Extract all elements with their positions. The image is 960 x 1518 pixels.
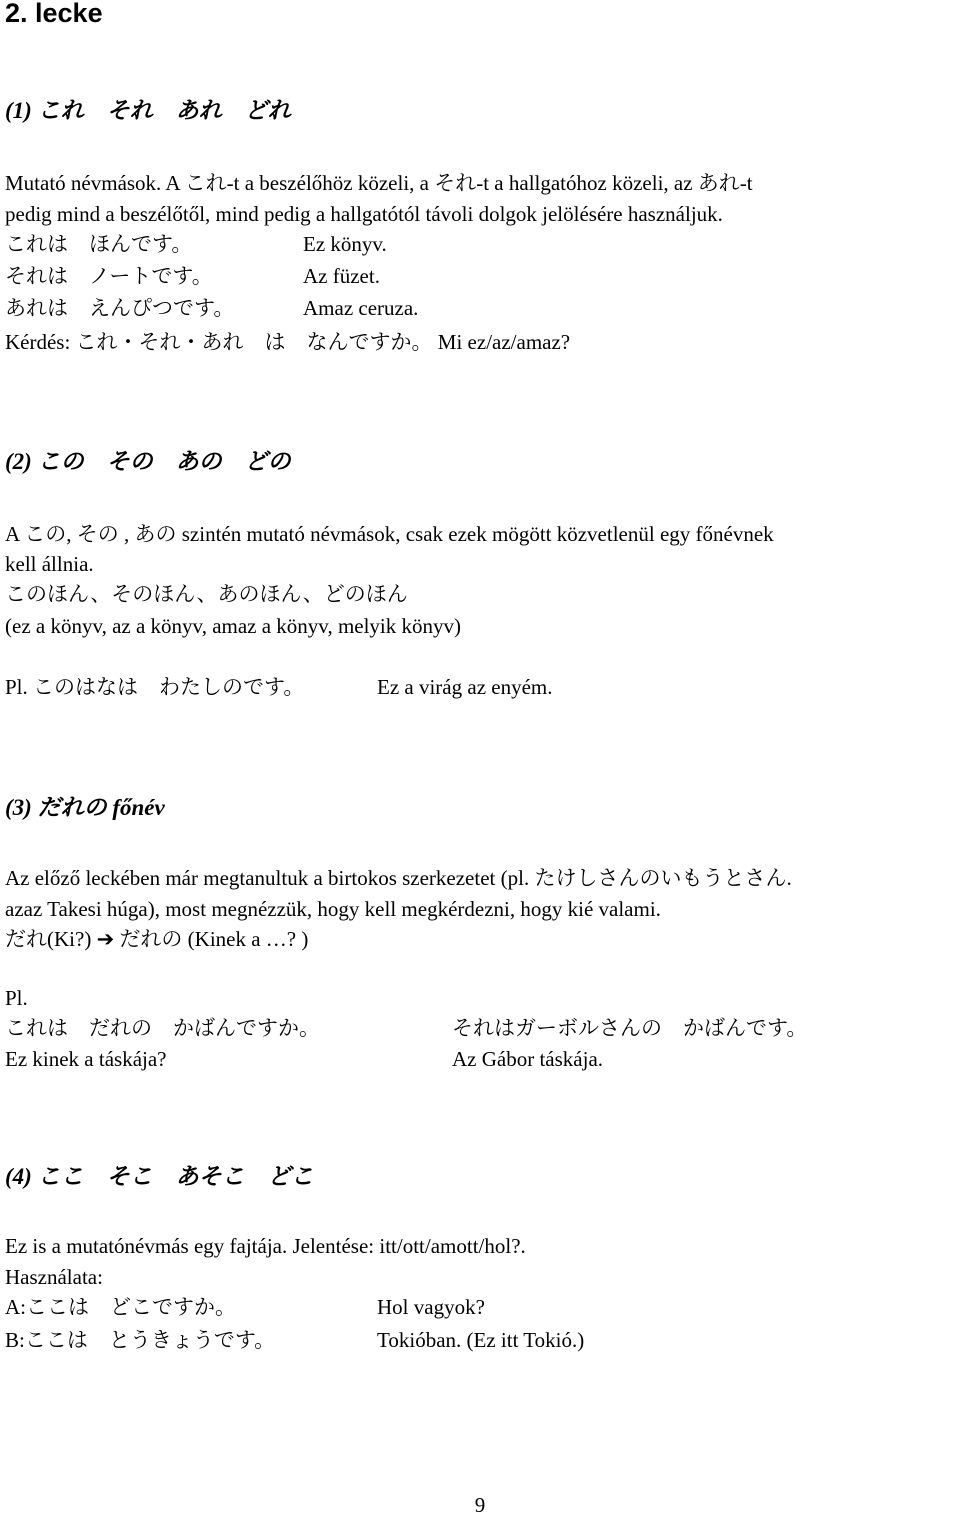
section-2-translation-list: (ez a könyv, az a könyv, amaz a könyv, melyik könyv) (5, 614, 462, 638)
question-japanese: これは だれの かばんですか。 (5, 1016, 320, 1040)
example-1-japanese: これは ほんです。 (5, 232, 193, 256)
dialog-line-a-japanese: A:ここは どこですか。 (5, 1295, 236, 1319)
formula-right: だれの (Kinek a …? ) (119, 927, 309, 951)
formula-left: だれ(Ki?) (5, 927, 92, 951)
section-2-heading: (2) この その あの どの (5, 449, 291, 474)
section-4-heading: (4) ここ そこ あそこ どこ (5, 1164, 314, 1189)
page-number: 9 (474, 1493, 486, 1517)
section-1-question: Kérdés: これ・それ・あれ は なんですか。 Mi ez/az/amaz? (5, 330, 571, 354)
section-4-intro: Ez is a mutatónévmás egy fajtája. Jelentése: itt/ott/amott/hol?. (5, 1234, 526, 1258)
section-1-intro-line-2: pedig mind a beszélőtől, mind pedig a hallgatótól távoli dolgok jelölésére használjuk. (5, 202, 723, 226)
example-3-translation: Amaz ceruza. (303, 296, 419, 320)
example-2-translation: Az füzet. (303, 264, 380, 288)
example-1-translation: Ez könyv. (303, 232, 387, 256)
dialog-line-b-japanese: B:ここは とうきょうです。 (5, 1328, 276, 1352)
section-3-intro-line-1: Az előző leckében már megtanultuk a birtokos szerkezetet (pl. たけしさんのいもうとさん. (5, 866, 792, 890)
section-3-pl-label: Pl. (5, 986, 28, 1010)
right-arrow-icon: ➔ (96, 927, 115, 951)
section-4-usage-label: Használata: (5, 1265, 103, 1289)
section-3-formula (5, 929, 308, 950)
question-translation: Ez kinek a táskája? (5, 1047, 167, 1071)
section-1-intro-line-1: Mutató névmások. A これ-t a beszélőhöz közeli, a それ-t a hallgatóhoz közeli, az あれ-t (5, 171, 753, 195)
answer-japanese: それはガーボルさんの かばんです。 (452, 1016, 808, 1040)
dialog-line-b-translation: Tokióban. (Ez itt Tokió.) (377, 1328, 585, 1352)
section-2-intro-line-1: A この, その , あの szintén mutató névmások, csak ezek mögött közvetlenül egy főnévnek (5, 522, 774, 546)
lesson-title: 2. lecke (5, 0, 103, 28)
section-3-intro-line-2: azaz Takesi húga), most megnézzük, hogy kell megkérdezni, hogy kié valami. (5, 897, 661, 921)
example-2-japanese: それは ノートです。 (5, 264, 213, 288)
dialog-line-a-translation: Hol vagyok? (377, 1295, 485, 1319)
answer-translation: Az Gábor táskája. (452, 1047, 604, 1071)
section-2-intro-line-2: kell állnia. (5, 552, 94, 576)
section-2-example-japanese: Pl. このはなは わたしのです。 (5, 675, 305, 699)
section-2-example-translation: Ez a virág az enyém. (377, 675, 553, 699)
example-3-japanese: あれは えんぴつです。 (5, 296, 235, 320)
section-2-japanese-list: このほん、そのほん、あのほん、どのほん (5, 582, 408, 606)
section-3-heading: (3) だれの főnév (5, 795, 165, 820)
section-1-heading: (1) これ それ あれ どれ (5, 98, 291, 123)
